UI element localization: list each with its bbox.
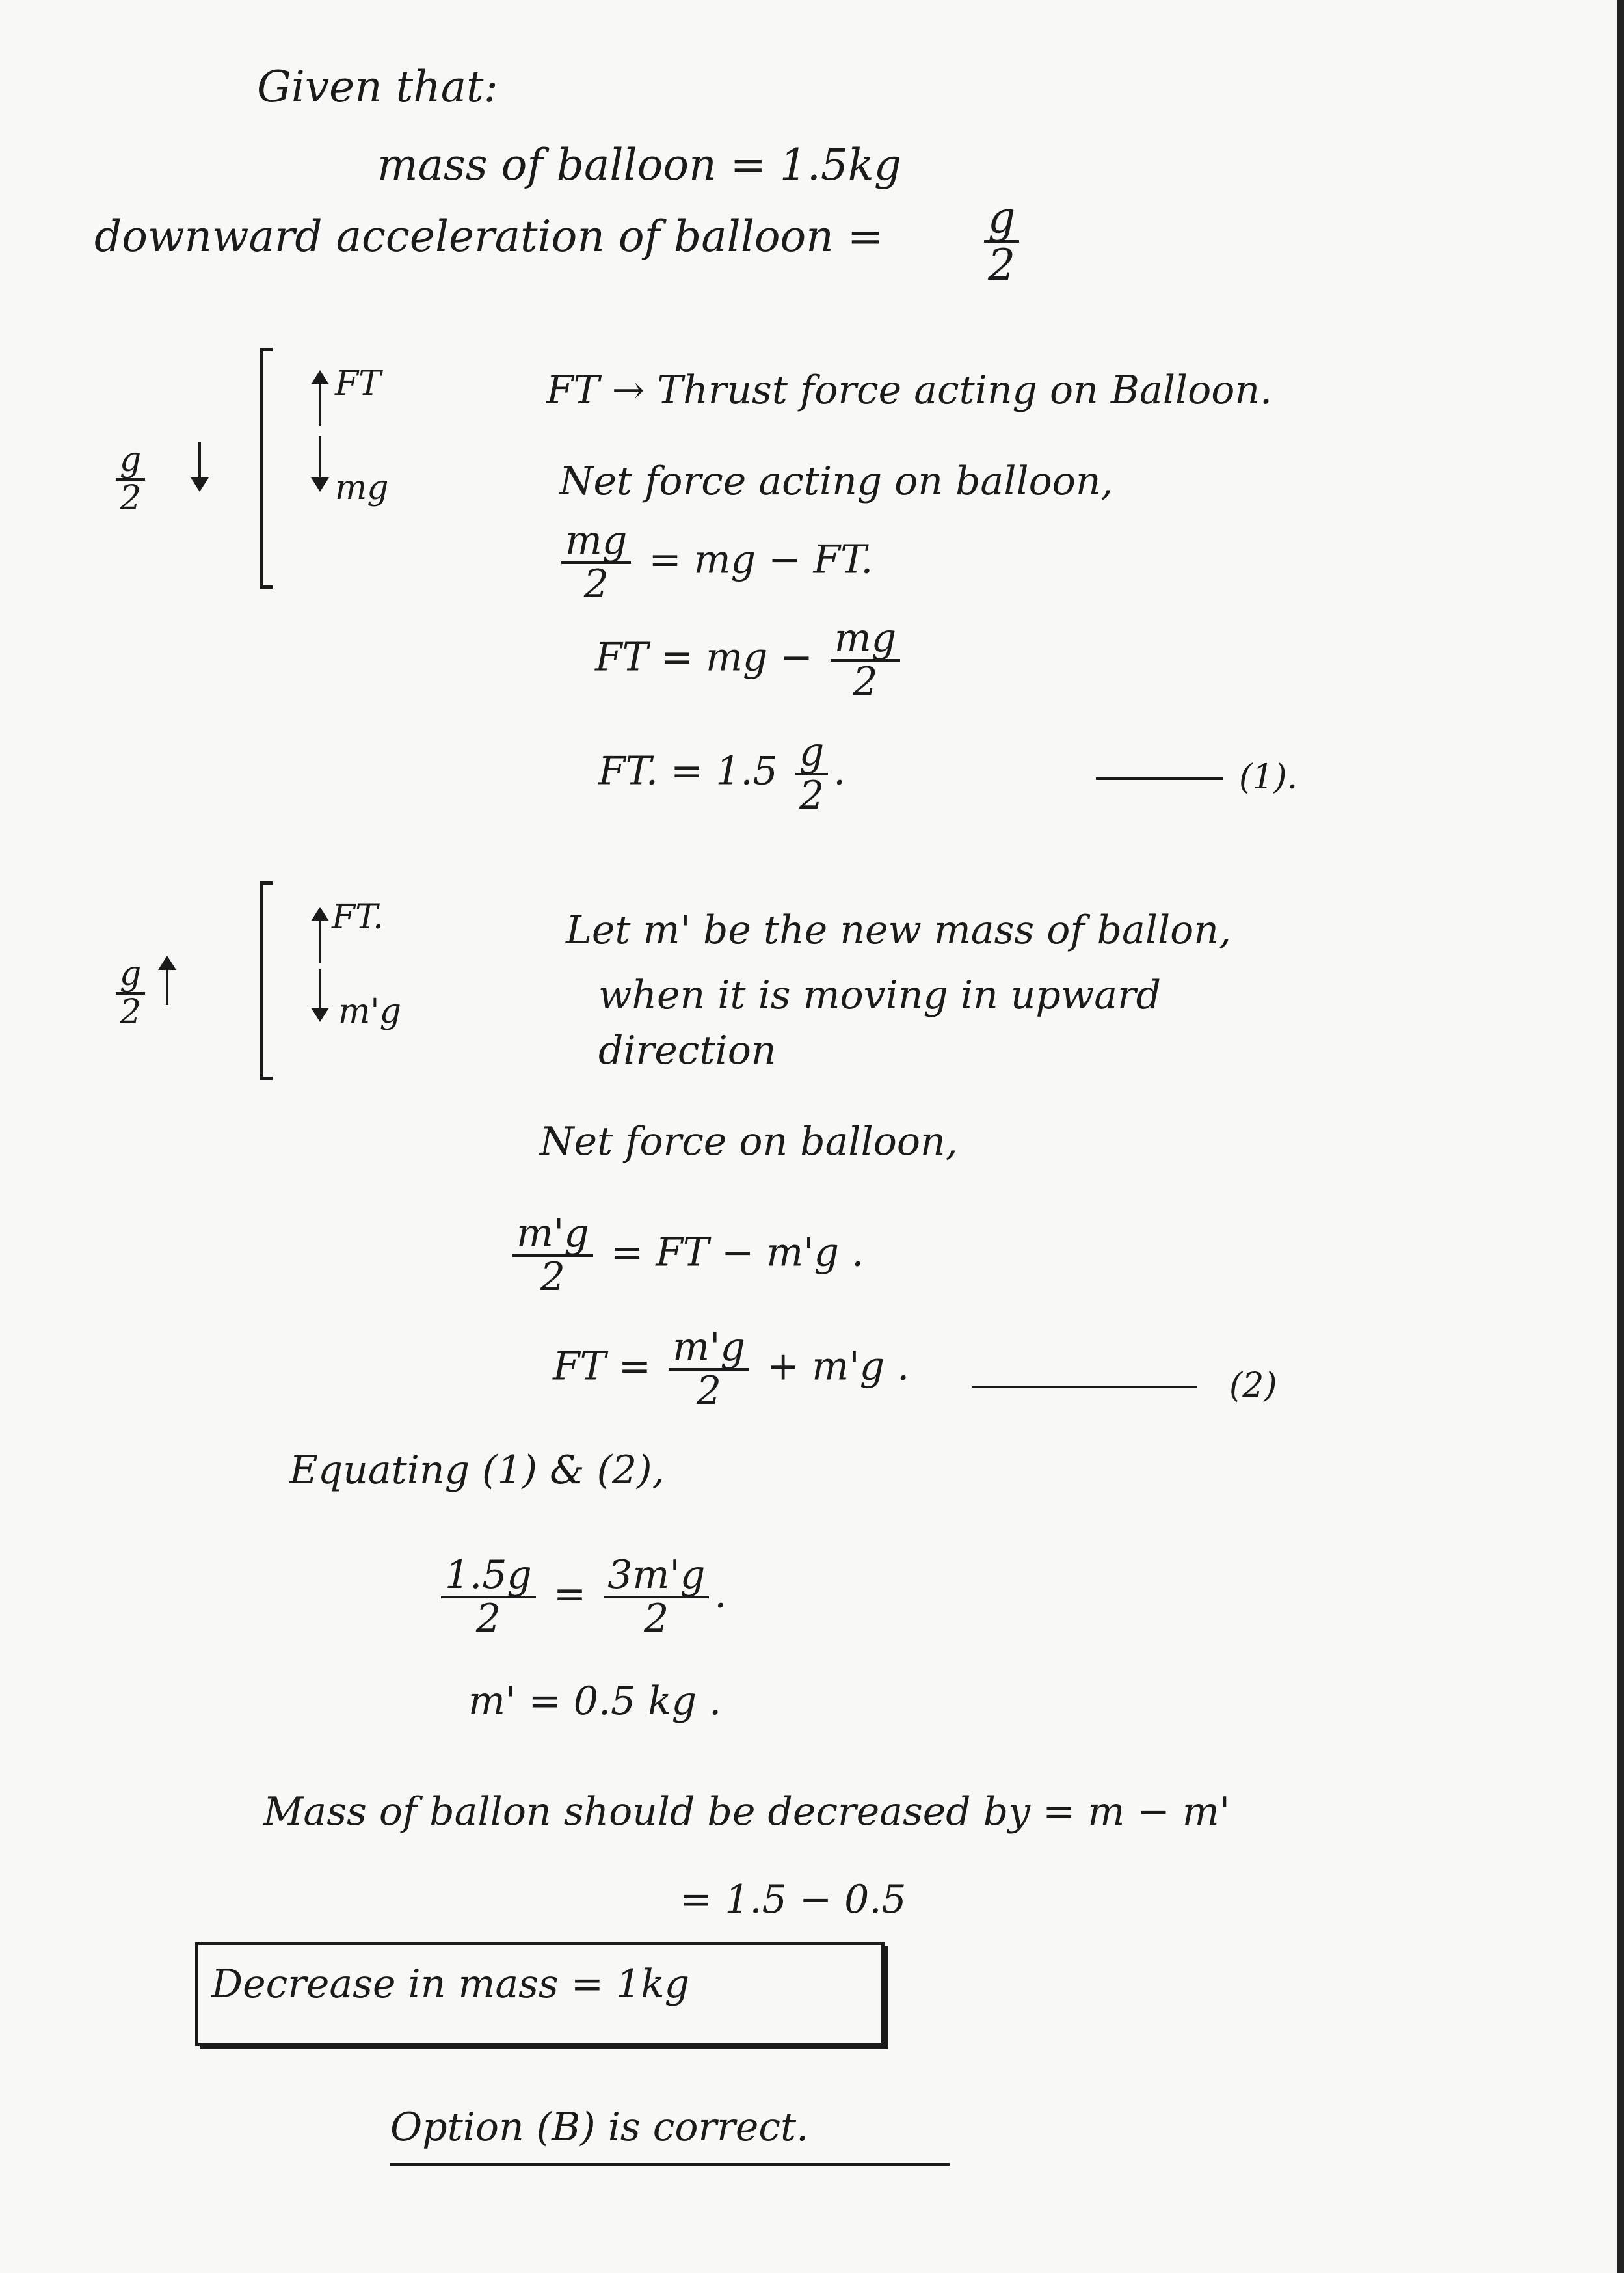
- diagram1-accel: [111, 442, 150, 516]
- net-force-heading: Net force acting on balloon,: [559, 459, 1113, 504]
- eq5-frac-den: 2: [696, 1368, 722, 1414]
- option-text: Option (B) is correct.: [390, 2105, 809, 2150]
- diagram2-accel: [111, 956, 150, 1030]
- eq4-rhs: = FT − m'g .: [610, 1230, 864, 1276]
- diagram1-force-up: FT: [335, 364, 381, 403]
- eq3-label: (1).: [1239, 758, 1298, 797]
- eq5-rhs: + m'g .: [766, 1343, 910, 1390]
- let-line-2: when it is moving in upward: [598, 973, 1162, 1018]
- eq6-eq: =: [553, 1571, 587, 1617]
- diagram1-accel-den: 2: [120, 478, 142, 518]
- eq3-lhs: FT. = 1.5: [598, 748, 778, 794]
- equation-4: [507, 1213, 864, 1298]
- let-line-3: direction: [598, 1028, 777, 1073]
- eq1-frac-num: mg: [561, 520, 631, 564]
- diagram2-accel-num: g: [116, 956, 145, 995]
- eq2-lhs: FT = mg −: [595, 634, 813, 680]
- equation-7: m' = 0.5 kg .: [468, 1678, 722, 1724]
- equation-8: = 1.5 − 0.5: [680, 1877, 907, 1922]
- boxed-answer: Decrease in mass = 1kg: [211, 1961, 690, 2007]
- eq3-frac-den: 2: [799, 773, 825, 818]
- let-line-1: Let m' be the new mass of ballon,: [566, 908, 1232, 953]
- diagram2-force-up: FT.: [332, 898, 384, 937]
- diagram1-force-down: mg: [335, 468, 389, 507]
- equation-6: [436, 1552, 727, 1641]
- accel-num: g: [984, 195, 1019, 243]
- option-underline: [390, 2163, 950, 2166]
- equation-1: [556, 520, 873, 605]
- ft-definition: FT → Thrust force acting on Balloon.: [546, 368, 1273, 413]
- eq3-frac-num: g: [795, 732, 828, 775]
- equation-5: [553, 1327, 909, 1412]
- eq5-frac-num: m'g: [669, 1327, 749, 1371]
- mass-decrease-text: Mass of ballon should be decreased by = m − m': [263, 1789, 1231, 1835]
- eq6-frac2-den: 2: [644, 1596, 669, 1641]
- given-heading: Given that:: [257, 62, 498, 112]
- eq6-frac1-den: 2: [475, 1596, 501, 1641]
- equation-2: [595, 615, 905, 705]
- diagram1-down-arrow-icon: [198, 442, 201, 488]
- eq3-end: .: [833, 748, 846, 794]
- diagram1-down-force-arrow-icon: [319, 436, 321, 488]
- equation-3: [598, 729, 846, 818]
- diagram2-up-arrow-icon: [166, 960, 168, 1005]
- eq3-label-line: [1096, 777, 1223, 780]
- given-accel-label: downward acceleration of balloon =: [94, 211, 884, 262]
- diagram2-force-down: m'g: [338, 992, 401, 1031]
- eq4-frac-den: 2: [540, 1254, 565, 1300]
- eq6-end: .: [714, 1571, 727, 1617]
- eq6-frac1-num: 1.5g: [441, 1555, 536, 1598]
- diagram2-balloon-bracket: [260, 881, 273, 1080]
- diagram2-accel-den: 2: [120, 992, 142, 1032]
- eq6-frac2-num: 3m'g: [604, 1555, 709, 1598]
- eq2-frac-den: 2: [853, 659, 878, 705]
- given-mass: mass of balloon = 1.5kg: [377, 140, 902, 190]
- eq5-label-line: [972, 1386, 1197, 1388]
- net-force-heading-2: Net force on balloon,: [540, 1119, 958, 1164]
- given-accel-value: [979, 193, 1024, 291]
- equating-text: Equating (1) & (2),: [289, 1447, 665, 1493]
- eq5-lhs: FT =: [553, 1343, 651, 1390]
- eq4-frac-num: m'g: [512, 1213, 593, 1257]
- diagram2-up-force-arrow-icon: [319, 911, 321, 963]
- eq5-label: (2): [1229, 1366, 1277, 1405]
- diagram1-up-force-arrow-icon: [319, 374, 321, 426]
- diagram2-down-force-arrow-icon: [319, 969, 321, 1018]
- diagram1-balloon-bracket: [260, 348, 273, 589]
- diagram1-accel-num: g: [116, 442, 145, 481]
- eq1-rhs: = mg − FT.: [648, 537, 873, 583]
- eq1-frac-den: 2: [583, 561, 609, 607]
- accel-den: 2: [988, 240, 1016, 291]
- eq2-frac-num: mg: [831, 618, 900, 662]
- page-edge: [1617, 0, 1624, 2273]
